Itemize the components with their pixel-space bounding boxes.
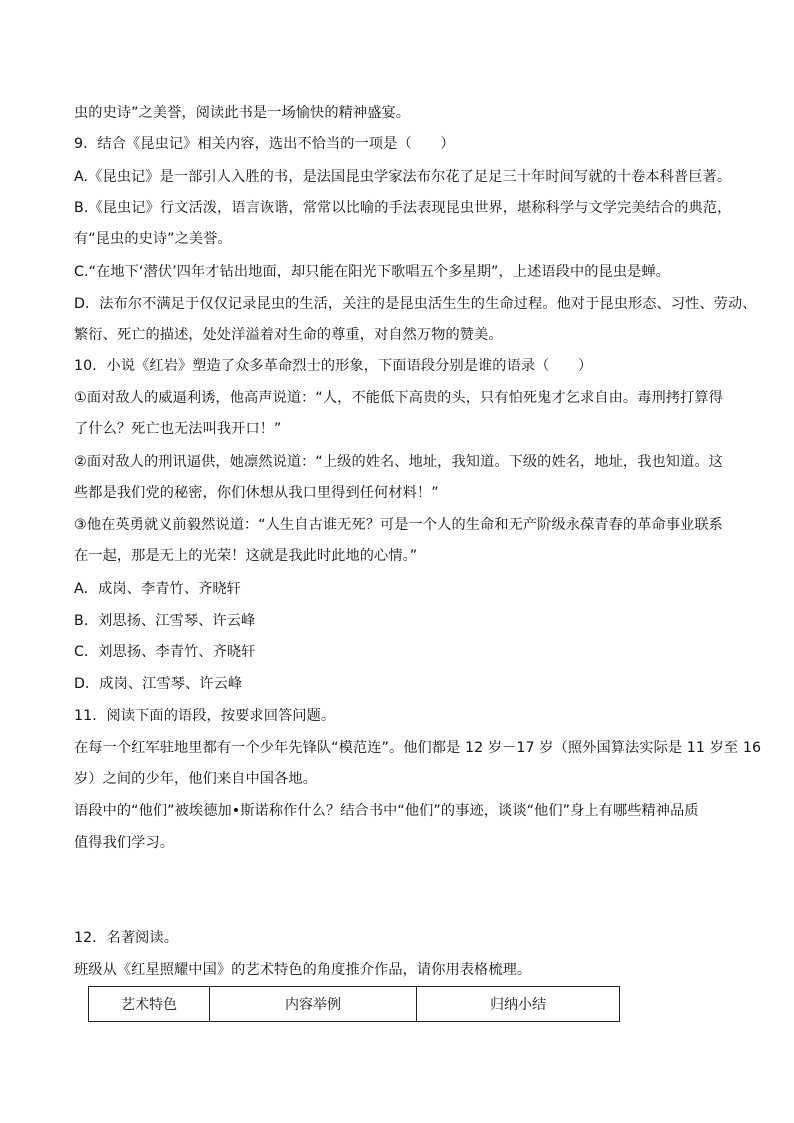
quote-3: ③他在英勇就义前毅然说道：“人生自古谁无死？可是一个人的生命和无产阶级永葆青春的革命事业联系	[74, 517, 723, 533]
quote-3-cont: 在一起，那是无上的光荣！这就是我此时此地的心情。”	[74, 548, 418, 564]
table-header-cell: 归纳小结	[490, 997, 546, 1013]
question-11-stem: 11．阅读下面的语段，按要求回答问题。	[74, 708, 336, 724]
question-9-option-b-cont: 有“昆虫的史诗”之美誉。	[74, 231, 232, 247]
question-9-stem: 9．结合《昆虫记》相关内容，选出不恰当的一项是（ ）	[74, 136, 455, 152]
question-12-stem: 12．名著阅读。	[74, 930, 178, 946]
quote-2-cont: 些都是我们党的秘密，你们休想从我口里得到任何材料！”	[74, 485, 439, 501]
table-header-cell: 内容举例	[210, 987, 417, 1021]
question-10-stem: 10．小说《红岩》塑造了众多革命烈士的形象，下面语段分别是谁的语录（ ）	[74, 358, 593, 374]
table-header-cell: 艺术特色	[89, 987, 210, 1021]
question-11-prompt: 语段中的“他们”被埃德加•斯诺称作什么？结合书中“他们”的事迹，谈谈“他们”身上有哪些精神品质	[74, 803, 699, 819]
art-feature-table	[88, 986, 620, 1022]
question-10-option-b: B．刘思扬、江雪琴、许云峰	[74, 613, 256, 629]
question-11-passage-cont: 岁）之间的少年，他们来自中国各地。	[74, 771, 317, 787]
question-9-option-a: A.《昆虫记》是一部引人入胜的书，是法国昆虫学家法布尔花了足足三十年时间写就的十卷本科普巨著。	[74, 169, 732, 185]
quote-1-cont: 了什么？死亡也无法叫我开口！”	[74, 421, 282, 437]
quote-1: ①面对敌人的威逼利诱，他高声说道：“人，不能低下高贵的头，只有怕死鬼才乞求自由。毒刑拷打算得	[74, 390, 723, 406]
question-9-option-c: C.“在地下‘潜伏’四年才钻出地面，却只能在阳光下歌唱五个多星期”，上述语段中的昆虫是蝉。	[74, 264, 670, 280]
question-10-option-a: A．成岗、李青竹、齐晓轩	[74, 581, 241, 597]
question-9-option-b: B.《昆虫记》行文活泼，语言诙谐，常常以比喻的手法表现昆虫世界，堪称科学与文学完美结合的典范，	[74, 200, 732, 216]
question-11-passage: 在每一个红军驻地里都有一个少年先锋队“模范连”。他们都是 12 岁－17 岁（照外国算法实际是 11 岁至 16	[74, 740, 762, 756]
quote-2: ②面对敌人的刑讯逼供，她凛然说道：“上级的姓名、地址，我知道。下级的姓名，地址，我也知道。这	[74, 454, 723, 470]
question-12-prompt: 班级从《红星照耀中国》的艺术特色的角度推介作品，请你用表格梳理。	[74, 962, 532, 978]
question-10-option-d: D．成岗、江雪琴、许云峰	[74, 676, 243, 692]
text-line: 虫的史诗”之美誉，阅读此书是一场愉快的精神盛宴。	[74, 105, 411, 121]
question-9-option-d-cont: 繁衍、死亡的描述，处处洋溢着对生命的尊重，对自然万物的赞美。	[74, 327, 503, 343]
question-9-option-d: D．法布尔不满足于仅仅记录昆虫的生活，关注的是昆虫活生生的生命过程。他对于昆虫形态、习性、劳动、	[74, 296, 757, 312]
question-11-prompt-cont: 值得我们学习。	[74, 835, 175, 851]
question-10-option-c: C．刘思扬、李青竹、齐晓轩	[74, 644, 256, 660]
